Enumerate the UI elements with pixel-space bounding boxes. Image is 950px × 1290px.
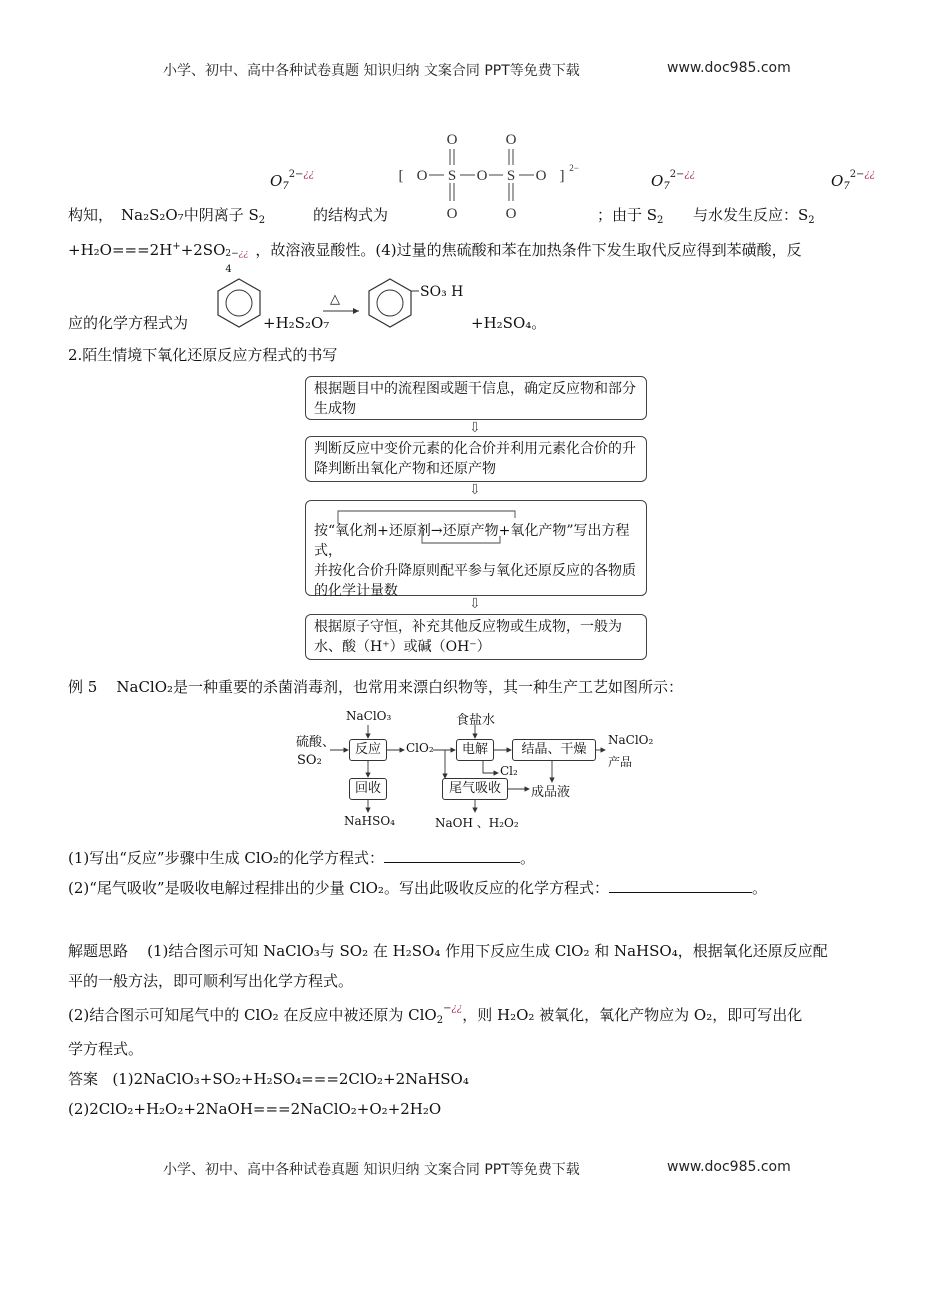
atom-o: O	[505, 206, 517, 222]
down-arrow-icon: ⇩	[469, 596, 481, 612]
ion-label: $O_7^{2-¿¿}$	[651, 169, 696, 192]
label-acid: 硫酸、	[296, 735, 336, 750]
process-arrows	[290, 700, 670, 830]
header-site[interactable]: www.doc985.com	[667, 60, 791, 76]
disulfate-structure	[380, 125, 580, 225]
example-line: 例 5 NaClO₂是一种重要的杀菌消毒剂，也常用来漂白织物等，其一种生产工艺如图所示：	[68, 678, 684, 696]
reaction-arrow	[323, 306, 363, 316]
header-text: 小学、初中、高中各种试卷真题 知识归纳 文案合同 PPT等免费下载	[163, 63, 580, 79]
atom-o: O	[446, 132, 458, 148]
question-2: (2)“尾气吸收”是吸收电解过程排出的少量 ClO₂。写出此吸收反应的化学方程式： 。	[68, 879, 767, 897]
section-title: 2.陌生情境下氧化还原反应方程式的书写	[68, 346, 338, 364]
atom-o: O	[505, 132, 517, 148]
text-line: +H₂SO₄。	[471, 314, 547, 332]
atom-s: S	[447, 168, 457, 184]
flow-step-1: 根据题目中的流程图或题干信息，确定反应物和部分生成物	[305, 376, 647, 420]
answer-blank[interactable]	[609, 878, 752, 893]
solution-line: 学方程式。	[68, 1040, 144, 1058]
answer-line: 答案 (1)2NaClO₃+SO₂+H₂SO₄===2ClO₂+2NaHSO₄	[68, 1070, 469, 1088]
label-product: NaClO₂	[608, 733, 654, 747]
text-line: 应的化学方程式为	[68, 314, 189, 332]
down-arrow-icon: ⇩	[469, 420, 481, 436]
box-electrolysis: 电解	[456, 739, 494, 761]
benzene-ring	[365, 276, 420, 330]
charge: 2−	[569, 163, 579, 173]
text-line: ；由于 $S_2$	[597, 206, 664, 226]
label-cl2: Cl₂	[500, 764, 518, 778]
question-1: (1)写出“反应”步骤中生成 ClO₂的化学方程式： 。	[68, 849, 535, 867]
label-clo2: ClO₂	[406, 741, 434, 755]
answer-blank[interactable]	[384, 848, 520, 863]
ion-label: $O_7^{2-¿¿}$	[831, 169, 876, 192]
down-arrow-icon: ⇩	[469, 482, 481, 498]
label-naclo3: NaClO₃	[346, 709, 392, 723]
bracket-left: [	[398, 168, 404, 184]
text-line: +H₂O===2H++2SO 2−¿¿ 4 ，故溶液显酸性。(4)过量的焦硫酸和苯在加热条件下发生取代反应得到苯磺酸，反	[68, 241, 802, 275]
answer-line: (2)2ClO₂+H₂O₂+2NaOH===2NaClO₂+O₂+2H₂O	[68, 1100, 442, 1118]
label-product-cn: 产品	[608, 755, 633, 769]
box-crystallize: 结晶、干燥	[512, 739, 596, 761]
solution-line: 平的一般方法，即可顺利写出化学方程式。	[68, 972, 354, 990]
box-tail-gas: 尾气吸收	[442, 778, 508, 800]
text-line: Na₂S₂O₇中阴离子 $S_2$	[121, 206, 266, 226]
solution-line: (2)结合图示可知尾气中的 ClO₂ 在反应中被还原为 ClO$_2$−¿¿，则 H₂O₂ 被氧化，氧化产物应为 O₂，即可写出化	[68, 1003, 803, 1026]
atom-s: S	[506, 168, 516, 184]
label-finished: 成品液	[531, 785, 571, 800]
atom-o: O	[476, 168, 488, 184]
solution-line: 解题思路 (1)结合图示可知 NaClO₃与 SO₂ 在 H₂SO₄ 作用下反应生成 ClO₂ 和 NaHSO₄，根据氧化还原反应配	[68, 942, 828, 960]
ion-label: $O_7^{2-¿¿}$	[270, 169, 315, 192]
label-nahso4: NaHSO₄	[344, 814, 395, 828]
text-line: 的结构式为	[313, 206, 389, 224]
flow-step-4: 根据原子守恒，补充其他反应物或生成物，一般为水、酸（H⁺）或碱（OH⁻）	[305, 614, 647, 660]
footer-text: 小学、初中、高中各种试卷真题 知识归纳 文案合同 PPT等免费下载	[163, 1162, 580, 1178]
heat-symbol: △	[330, 292, 340, 307]
flow-step-3: 按“氧化剂+还原剂→还原产物+氧化产物”写出方程式， 并按化合价升降原则配平参与氧化还原反应的各物质的化学计量数	[305, 500, 647, 596]
so3h-group: SO₃ H	[420, 284, 464, 300]
flow-step-2: 判断反应中变价元素的化合价并利用元素化合价的升降判断出氧化产物和还原产物	[305, 436, 647, 482]
text-line: 与水发生反应：$S_2$	[693, 206, 815, 226]
box-react: 反应	[349, 739, 387, 761]
atom-o: O	[535, 168, 547, 184]
bracket-right: ]	[559, 168, 565, 184]
label-brine: 食盐水	[456, 713, 496, 728]
text-line: 构知，	[68, 206, 114, 224]
benzene-ring	[214, 276, 264, 330]
atom-o: O	[416, 168, 428, 184]
label-so2: SO₂	[297, 753, 322, 768]
box-recover: 回收	[349, 778, 387, 800]
electron-bracket	[330, 506, 550, 548]
atom-o: O	[446, 206, 458, 222]
footer-site[interactable]: www.doc985.com	[667, 1159, 791, 1175]
label-naoh: NaOH 、H₂O₂	[435, 816, 519, 830]
text-line: +H₂S₂O₇	[263, 314, 330, 332]
